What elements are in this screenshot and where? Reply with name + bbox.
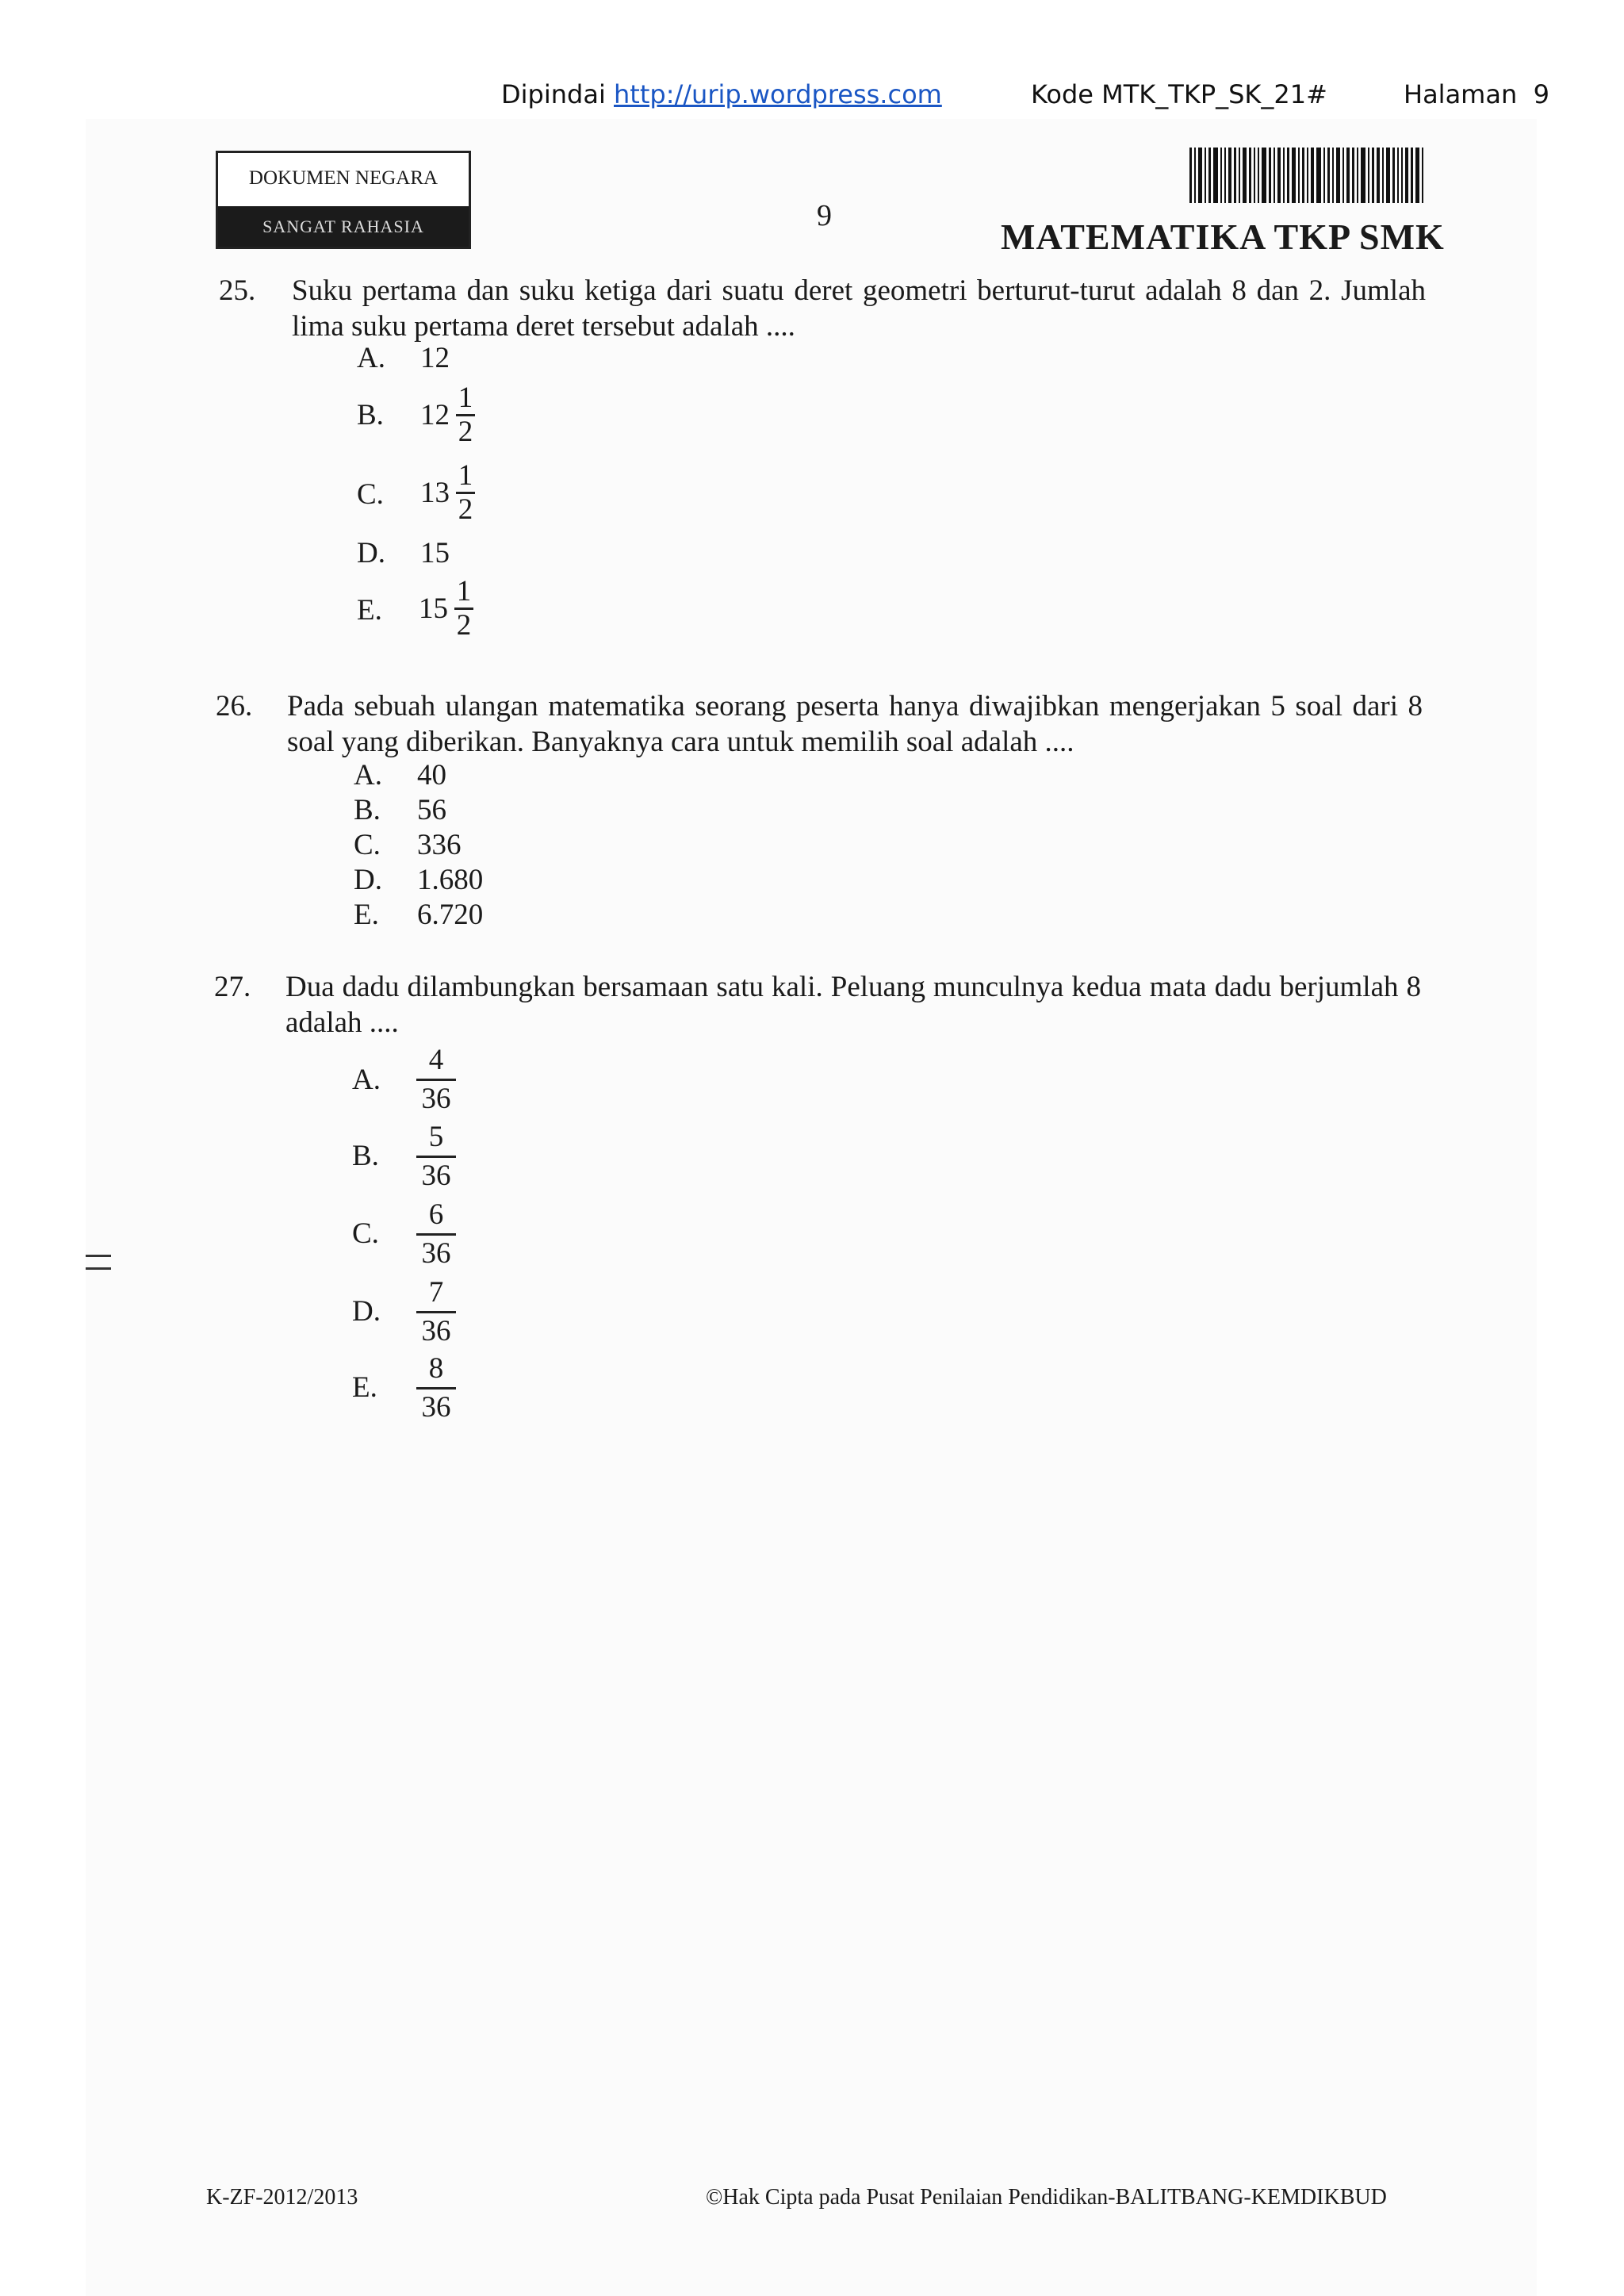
fraction-bar (416, 1079, 456, 1081)
barcode-bar (1422, 148, 1423, 203)
option-value: 12 (420, 342, 450, 374)
scanner-label: Dipindai (501, 79, 606, 109)
option-letter: B. (354, 794, 381, 826)
barcode-bar (1397, 148, 1399, 203)
denominator: 2 (456, 609, 472, 642)
barcode-bar (1411, 148, 1413, 203)
question-text: Suku pertama dan suku ketiga dari suatu deret geometri berturut-turut adalah 8 dan 2. Jumlah lima suku pertama deret tersebut adalah .... (292, 274, 1426, 343)
option-value: 40 (417, 759, 446, 792)
barcode-bar (1205, 148, 1206, 203)
fraction (416, 1275, 456, 1349)
whole-part: 13 (420, 477, 450, 509)
whole-part: 15 (419, 592, 448, 625)
barcode-bar (1213, 148, 1218, 203)
option-letter: A. (352, 1064, 381, 1096)
option-letter: E. (352, 1371, 377, 1404)
fraction-bar (416, 1387, 456, 1389)
halaman-label: Halaman 9 (1404, 79, 1549, 109)
option-letter: D. (354, 864, 382, 896)
option-value: 6.720 (417, 899, 484, 931)
barcode-bar (1386, 148, 1390, 203)
denominator: 36 (421, 1159, 451, 1192)
barcode-bar (1254, 148, 1255, 203)
barcode-bar (1382, 148, 1384, 203)
numerator: 7 (428, 1276, 444, 1309)
barcode-bar (1277, 148, 1281, 203)
option-letter: B. (357, 399, 384, 431)
barcode-bar (1208, 148, 1211, 203)
footer-copyright: ©Hak Cipta pada Pusat Penilaian Pendidikan-BALITBANG-KEMDIKBUD (706, 2185, 1387, 2210)
barcode-bar (1372, 148, 1374, 203)
barcode-bar (1377, 148, 1380, 203)
fraction (416, 1351, 456, 1425)
barcode-bar (1239, 148, 1240, 203)
subject-title: MATEMATIKA TKP SMK (1001, 217, 1445, 257)
numerator: 1 (458, 381, 473, 414)
numerator: 4 (428, 1044, 444, 1076)
barcode-bar (1307, 148, 1308, 203)
barcode-bar (1302, 148, 1304, 203)
barcode-bar (1316, 148, 1321, 203)
barcode-bar (1269, 148, 1271, 203)
barcode-bar (1401, 148, 1403, 203)
fraction (455, 382, 476, 448)
barcode-bar (1352, 148, 1354, 203)
barcode-bar (1249, 148, 1251, 203)
question-number: 26. (216, 690, 253, 723)
barcode-bar (1327, 148, 1330, 203)
barcode-bar (1298, 148, 1300, 203)
denominator: 2 (458, 493, 473, 526)
denominator: 36 (421, 1391, 451, 1424)
barcode-bar (1336, 148, 1340, 203)
barcode-bar (1311, 148, 1314, 203)
barcode-bar (1243, 148, 1247, 203)
question-text: Dua dadu dilambungkan bersamaan satu kali. Peluang munculnya kedua mata dadu berjumlah 8 adalah .... (285, 971, 1421, 1039)
barcode-bar (1198, 148, 1202, 203)
whole-part: 12 (420, 399, 450, 431)
barcode-bar (1357, 148, 1358, 203)
barcode-bar (1415, 148, 1419, 203)
fraction (454, 576, 474, 642)
question-text: Pada sebuah ulangan matematika seorang peserta hanya diwajibkan mengerjakan 5 soal dari 8 soal yang diberikan. Banyaknya cara untuk memilih soal adalah .... (287, 690, 1423, 758)
fraction-bar (416, 1156, 456, 1158)
option-value: 336 (417, 829, 462, 861)
barcode-bar (1194, 148, 1196, 203)
barcode-bar (1283, 148, 1285, 203)
barcode-bar (1346, 148, 1350, 203)
barcode-bar (1258, 148, 1259, 203)
option-value: 15 (420, 537, 450, 569)
fraction (416, 1043, 456, 1117)
barcode (1189, 148, 1442, 203)
option-letter: C. (354, 829, 381, 861)
option-letter: C. (357, 478, 384, 511)
option-letter: D. (352, 1295, 381, 1328)
barcode-bar (1368, 148, 1369, 203)
barcode-bar (1392, 148, 1395, 203)
scanner-link[interactable]: http://urip.wordpress.com (614, 79, 942, 109)
scanner-credit (501, 79, 942, 109)
option-letter: D. (357, 537, 385, 569)
scanned-page (86, 119, 1537, 2296)
numerator: 1 (456, 575, 472, 608)
barcode-bar (1262, 148, 1266, 203)
numerator: 1 (458, 459, 473, 492)
denominator: 2 (458, 416, 473, 448)
footer-code: K-ZF-2012/2013 (206, 2185, 358, 2210)
option-letter: E. (357, 594, 382, 627)
kode-label: Kode MTK_TKP_SK_21# (1031, 79, 1327, 109)
fraction (416, 1198, 456, 1271)
scan-mark (86, 1267, 111, 1270)
barcode-bar (1274, 148, 1275, 203)
fraction-bar (416, 1311, 456, 1313)
barcode-bar (1189, 148, 1192, 203)
denominator: 36 (421, 1315, 451, 1347)
option-value: 1.680 (417, 864, 484, 896)
denominator: 36 (421, 1237, 451, 1270)
fraction-bar (416, 1233, 456, 1236)
barcode-bar (1342, 148, 1344, 203)
numerator: 8 (428, 1352, 444, 1385)
numerator: 5 (428, 1121, 444, 1153)
denominator: 36 (421, 1083, 451, 1115)
barcode-bar (1332, 148, 1334, 203)
barcode-bar (1234, 148, 1236, 203)
fraction (455, 460, 476, 526)
barcode-bar (1224, 148, 1226, 203)
option-letter: E. (354, 899, 379, 931)
barcode-bar (1292, 148, 1296, 203)
barcode-bar (1405, 148, 1408, 203)
option-letter: A. (354, 759, 382, 792)
page-number: 9 (817, 199, 832, 232)
question-number: 27. (214, 971, 251, 1003)
option-letter: A. (357, 342, 385, 374)
sangat-rahasia-label: SANGAT RAHASIA (218, 206, 469, 247)
document-classification-box (216, 151, 471, 249)
fraction (416, 1120, 456, 1194)
barcode-bar (1228, 148, 1231, 203)
dokumen-negara-label: DOKUMEN NEGARA (248, 167, 439, 189)
barcode-bar (1287, 148, 1289, 203)
numerator: 6 (428, 1198, 444, 1231)
option-letter: C. (352, 1217, 379, 1250)
scan-mark (86, 1255, 111, 1257)
barcode-bar (1361, 148, 1365, 203)
question-number: 25. (219, 274, 256, 307)
option-letter: B. (352, 1140, 379, 1172)
barcode-bar (1220, 148, 1222, 203)
option-value: 56 (417, 794, 446, 826)
barcode-bar (1323, 148, 1325, 203)
